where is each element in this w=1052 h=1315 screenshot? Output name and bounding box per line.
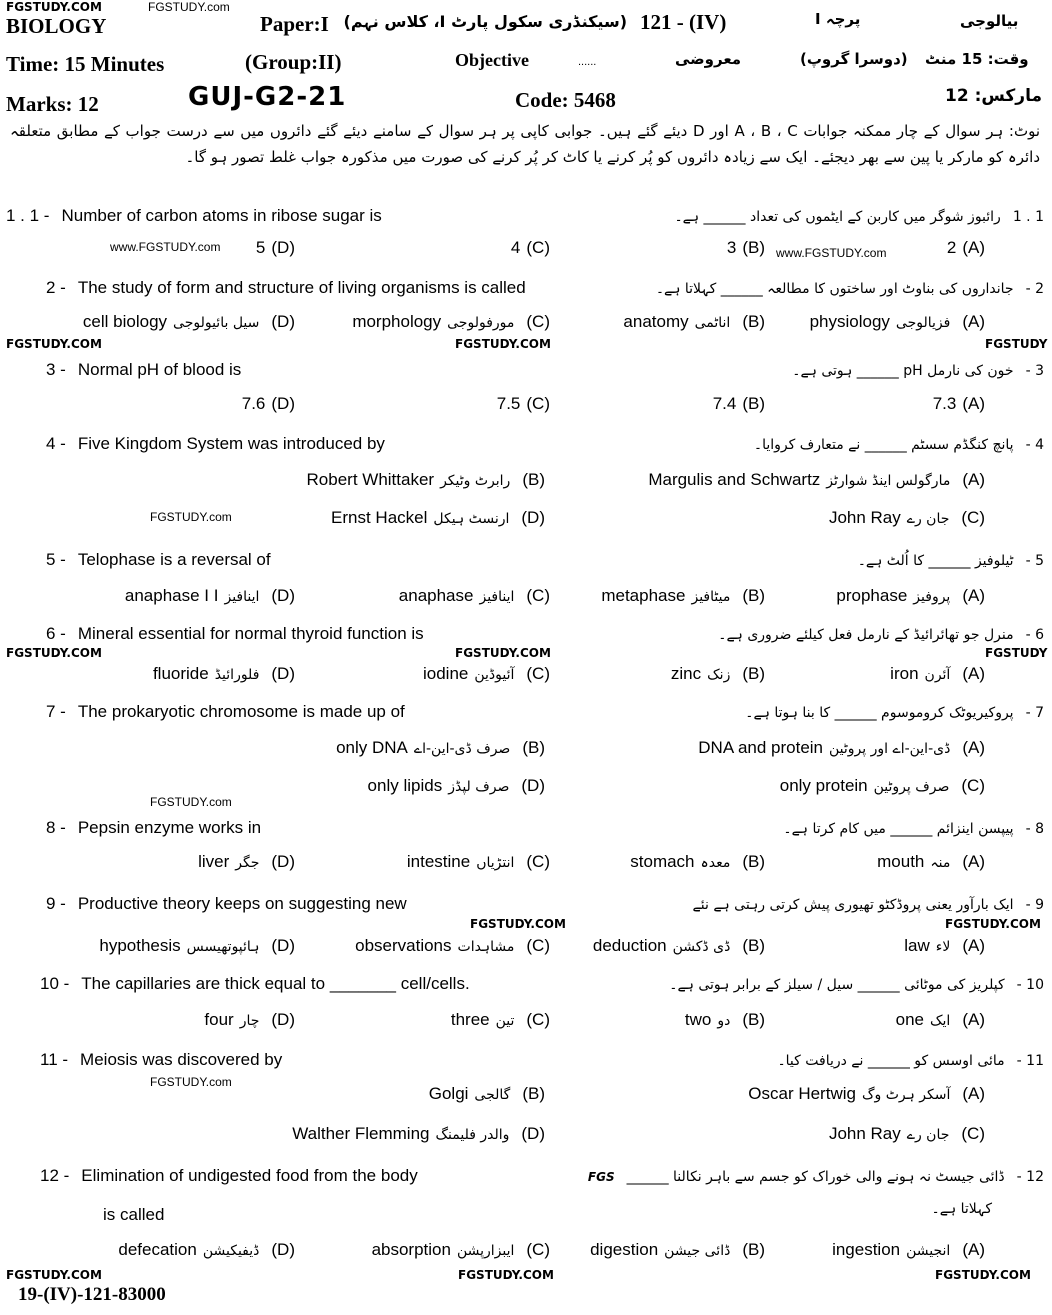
question-number-ur: - 7 — [1025, 705, 1044, 721]
question-number: 8 - — [46, 818, 66, 837]
question-number: 9 - — [46, 894, 66, 913]
option-c — [497, 394, 550, 414]
option-d — [204, 1010, 295, 1030]
option-letter: (A) — [962, 312, 985, 331]
option-text-en: only DNA — [336, 738, 408, 757]
question-text-ur: ڈائی جیسٹ نہ ہونے والی خوراک کو جسم سے باہر نکالنا ______ — [626, 1169, 1005, 1185]
question-text-ur: ٹیلوفیز ______ کا اُلٹ ہے۔ — [857, 553, 1014, 569]
option-letter: (A) — [962, 738, 985, 757]
question-number: 5 - — [46, 550, 66, 569]
time-ur: وقت: 15 منٹ — [925, 50, 1029, 68]
question-text-ur: پروکیریوٹک کروموسوم ______ کا بنا ہوتا ہے۔ — [745, 705, 1014, 721]
question-text-ur: جانداروں کی بناوٹ اور ساختوں کا مطالعہ ______ کہلاتا ہے۔ — [655, 281, 1014, 297]
question-line — [46, 360, 1044, 380]
option-c — [352, 312, 550, 332]
question-text-en: Number of carbon atoms in ribose sugar is — [61, 206, 382, 225]
watermark: FGSTUDY.com — [150, 1075, 232, 1089]
question-number: 4 - — [46, 434, 66, 453]
option-letter: (C) — [526, 852, 550, 871]
option-letter: (C) — [526, 238, 550, 257]
question-number-ur: - 8 — [1025, 821, 1044, 837]
option-letter: (C) — [526, 664, 550, 683]
question-number: 3 - — [46, 360, 66, 379]
watermark: FGSTUDY — [985, 337, 1048, 351]
option-letter: (C) — [526, 312, 550, 331]
option-d — [153, 664, 295, 684]
option-a — [810, 312, 985, 332]
option-letter: (A) — [962, 1010, 985, 1029]
option-text-en: liver — [198, 852, 230, 871]
question-text-en: Mineral essential for normal thyroid function is — [77, 624, 424, 643]
option-d — [99, 936, 295, 956]
question-number-ur: - 10 — [1016, 977, 1044, 993]
option-text-ur: چار — [239, 1013, 260, 1029]
option-text-ur: دو — [717, 1013, 731, 1029]
option-text-ur: رابرٹ وٹیکر — [440, 473, 511, 489]
option-letter: (C) — [961, 776, 985, 795]
option-c — [829, 1124, 985, 1144]
option-letter: (A) — [962, 1084, 985, 1103]
time-en: Time: 15 Minutes — [6, 52, 165, 76]
option-c — [451, 1010, 550, 1030]
question-number-ur: - 6 — [1025, 627, 1044, 643]
question-text-ur: پانچ کنگڈم سسٹم ______ نے متعارف کروایا۔ — [753, 437, 1014, 453]
option-letter: (A) — [962, 936, 985, 955]
watermark: FGSTUDY.COM — [6, 337, 102, 351]
option-c — [511, 238, 550, 258]
question-text-en-cont: is called — [103, 1205, 165, 1224]
option-letter: (C) — [961, 508, 985, 527]
question-number: 10 - — [40, 974, 70, 993]
question-number: 6 - — [46, 624, 66, 643]
option-text-en: digestion — [590, 1240, 659, 1259]
question-line — [46, 434, 1044, 454]
option-letter: (C) — [526, 936, 550, 955]
option-text-ur: مشاہدات — [457, 939, 515, 955]
question-line — [46, 894, 1044, 914]
option-letter: (D) — [521, 508, 545, 527]
option-letter: (B) — [522, 738, 545, 757]
option-letter: (C) — [961, 1124, 985, 1143]
option-text-ur: آئیوڈین — [474, 667, 515, 683]
option-text-ur: صرف لپڈز — [448, 779, 510, 795]
option-b — [307, 470, 545, 490]
option-text-en: Margulis and Schwartz — [648, 470, 821, 489]
option-c — [780, 776, 985, 796]
option-text-ur: ڈی-این-اے اور پروٹین — [829, 741, 951, 757]
question-number-ur: - 2 — [1025, 281, 1044, 297]
option-d — [118, 1240, 295, 1260]
option-letter: (C) — [526, 586, 550, 605]
option-text-en: Walther Flemming — [292, 1124, 430, 1143]
option-text-ur: زنک — [707, 667, 731, 683]
question-text-en: Productive theory keeps on suggesting new — [77, 894, 407, 913]
option-a — [947, 238, 985, 258]
option-text-en: two — [684, 1010, 712, 1029]
option-letter: (B) — [742, 1240, 765, 1259]
option-letter: (D) — [271, 1240, 295, 1259]
option-c — [407, 852, 550, 872]
option-c — [372, 1240, 550, 1260]
option-text-en: anaphase — [398, 586, 474, 605]
handwritten-code: GUJ-G2-21 — [188, 82, 347, 112]
option-text-en: John Ray — [828, 508, 901, 527]
question-number: 11 - — [40, 1050, 69, 1069]
watermark: FGSTUDY.COM — [6, 1268, 102, 1282]
option-text-en: one — [895, 1010, 924, 1029]
option-text-en: morphology — [352, 312, 442, 331]
option-d — [125, 586, 295, 606]
option-b — [429, 1084, 545, 1104]
question-number-ur: - 9 — [1025, 897, 1044, 913]
option-text-ur: آسکر ہرٹ وگ — [861, 1087, 951, 1103]
watermark: FGSTUDY.COM — [6, 0, 102, 14]
option-text-en: observations — [355, 936, 452, 955]
option-text-en: only lipids — [367, 776, 443, 795]
option-a — [648, 470, 985, 490]
option-a — [896, 1010, 985, 1030]
option-a — [933, 394, 985, 414]
option-text-ur: جگر — [235, 855, 260, 871]
option-text-ur: مارگولس اینڈ شوارٹز — [826, 473, 951, 489]
question-number: 12 - — [40, 1166, 70, 1185]
option-c — [423, 664, 550, 684]
option-text-en: 7.6 — [241, 394, 266, 413]
option-text-ur: انجیشن — [906, 1243, 951, 1259]
option-text-en: John Ray — [828, 1124, 901, 1143]
question-number-ur: - 12 — [1016, 1169, 1044, 1185]
marks-en: Marks: 12 — [6, 92, 99, 116]
question-text-en: Telophase is a reversal of — [77, 550, 271, 569]
option-text-ur: جان رے — [906, 511, 950, 527]
option-text-en: 3 — [726, 238, 737, 257]
option-b — [685, 1010, 765, 1030]
question-number-ur: - 11 — [1016, 1053, 1044, 1069]
question-line — [40, 1050, 1044, 1070]
option-text-ur: ڈیفیکیشن — [202, 1243, 260, 1259]
option-letter: (D) — [271, 1010, 295, 1029]
option-b — [336, 738, 545, 758]
option-text-en: anatomy — [623, 312, 689, 331]
option-letter: (D) — [521, 776, 545, 795]
option-b — [590, 1240, 765, 1260]
marks-ur: مارکس: 12 — [945, 86, 1043, 106]
option-a — [890, 664, 985, 684]
question-text-en: Meiosis was discovered by — [80, 1050, 283, 1069]
option-text-ur: ڈی ڈکشن — [672, 939, 731, 955]
option-letter: (A) — [962, 586, 985, 605]
watermark: FGSTUDY.COM — [458, 1268, 554, 1282]
option-d — [292, 1124, 545, 1144]
paper-ur: پرچہ I — [815, 10, 861, 28]
option-b — [630, 852, 765, 872]
option-text-en: iodine — [422, 664, 469, 683]
option-text-en: prophase — [836, 586, 908, 605]
option-letter: (C) — [526, 394, 550, 413]
option-text-ur: آئرن — [924, 667, 951, 683]
question-text-ur: خون کی نارمل pH ______ ہوتی ہے۔ — [792, 363, 1014, 379]
option-letter: (B) — [742, 312, 765, 331]
option-d — [83, 312, 295, 332]
option-text-en: 2 — [946, 238, 957, 257]
option-text-en: hypothesis — [99, 936, 181, 955]
option-letter: (B) — [522, 470, 545, 489]
question-line — [46, 702, 1044, 722]
option-a — [877, 852, 985, 872]
option-letter: (D) — [271, 312, 295, 331]
instructions-note: نوٹ: ہر سوال کے چار ممکنہ جوابات A ، B ، C اور D دیئے گئے ہیں۔ جوابی کاپی پر ہر سوال کے سامنے دیئے گئے دائروں میں سے درست جواب کے مطابق متعلقہ دائرہ کو مارکر یا پین سے بھر دیجئے۔ ایک سے زیادہ دائروں کو پُر کرنے یا کاٹ کر پُر کرنے کی صورت میں مذکورہ جواب غلط تصور ہو گا۔ — [10, 122, 1040, 166]
question-text-ur: کپلریز کی موٹائی ______ سیل / سیلز کے برابر ہوتی ہے۔ — [669, 977, 1005, 993]
option-text-en: defecation — [118, 1240, 197, 1259]
option-a — [832, 1240, 985, 1260]
option-text-en: Golgi — [428, 1084, 469, 1103]
option-text-en: absorption — [371, 1240, 451, 1259]
footer-code: 19-(IV)-121-83000 — [18, 1284, 166, 1305]
option-text-en: deduction — [592, 936, 667, 955]
paper-en: Paper:I — [260, 12, 329, 36]
objective-en: Objective — [455, 50, 529, 70]
option-text-ur: معدہ — [700, 855, 731, 871]
watermark: FGSTUDY.COM — [6, 646, 102, 660]
option-text-ur: میٹافیز — [691, 589, 731, 605]
option-text-ur: پروفیز — [913, 589, 951, 605]
option-text-en: cell biology — [82, 312, 168, 331]
question-text-ur: منرل جو تھائرائیڈ کے نارمل فعل کیلئے ضروری ہے۔ — [718, 627, 1014, 643]
watermark: www.FGSTUDY.com — [110, 240, 221, 254]
option-d — [331, 508, 545, 528]
watermark: FGSTUDY.com — [148, 0, 230, 14]
option-letter: (B) — [742, 1010, 765, 1029]
question-line — [46, 550, 1044, 570]
subject-en: BIOLOGY — [6, 14, 107, 38]
watermark: FGSTUDY.com — [150, 795, 232, 809]
option-letter: (B) — [742, 394, 765, 413]
watermark: FGSTUDY — [985, 646, 1048, 660]
watermark: FGSTUDY.COM — [935, 1268, 1031, 1282]
option-letter: (A) — [962, 238, 985, 257]
question-number-ur: - 5 — [1025, 553, 1044, 569]
option-letter: (D) — [521, 1124, 545, 1143]
option-b — [601, 586, 765, 606]
watermark: FGSTUDY.COM — [945, 917, 1041, 931]
question-line — [40, 974, 1044, 994]
option-text-ur: منہ — [930, 855, 951, 871]
option-b — [713, 394, 765, 414]
option-text-en: Ernst Hackel — [331, 508, 428, 527]
group-en: (Group:II) — [245, 50, 342, 74]
option-text-en: 4 — [510, 238, 521, 257]
option-text-ur: والدر فلیمنگ — [435, 1127, 510, 1143]
option-text-en: mouth — [877, 852, 925, 871]
option-text-ur: اینافیز — [224, 589, 260, 605]
option-letter: (A) — [962, 852, 985, 871]
option-letter: (B) — [742, 936, 765, 955]
option-text-en: only protein — [779, 776, 868, 795]
option-text-en: stomach — [630, 852, 695, 871]
option-letter: (D) — [271, 586, 295, 605]
question-text-en: The capillaries are thick equal to _______ cell/cells. — [81, 974, 470, 993]
option-text-en: iron — [890, 664, 919, 683]
question-text-en: Elimination of undigested food from the body — [81, 1166, 418, 1185]
option-text-ur: تین — [495, 1013, 515, 1029]
question-line — [46, 624, 1044, 644]
option-text-ur: لاء — [935, 939, 951, 955]
option-text-en: Oscar Hertwig — [748, 1084, 856, 1103]
question-text-ur: ایک بارآور یعنی پروڈکٹو تھیوری پیش کرتی رہتی ہے نئے — [692, 897, 1014, 913]
option-a — [904, 936, 985, 956]
option-c — [355, 936, 550, 956]
option-d — [256, 238, 295, 258]
option-letter: (C) — [526, 1240, 550, 1259]
option-d — [368, 776, 545, 796]
question-number: 7 - — [46, 702, 66, 721]
question-number-ur: - 4 — [1025, 437, 1044, 453]
option-text-ur: اینافیز — [479, 589, 515, 605]
option-letter: (A) — [962, 470, 985, 489]
option-d — [198, 852, 295, 872]
watermark: www.FGSTUDY.com — [776, 246, 887, 260]
option-text-en: fluoride — [152, 664, 209, 683]
option-b — [671, 664, 765, 684]
title-ur: (سیکنڈری سکول پارٹ I، کلاس نہم) — [343, 12, 627, 31]
question-number: 2 - — [46, 278, 66, 297]
question-text-en: The study of form and structure of living organisms is called — [77, 278, 526, 297]
question-text-en: The prokaryotic chromosome is made up of — [77, 702, 405, 721]
option-text-ur: سیل بائیولوجی — [173, 315, 260, 331]
option-text-en: metaphase — [601, 586, 686, 605]
dots: ...... — [578, 56, 597, 68]
option-a — [748, 1084, 985, 1104]
option-b — [593, 936, 765, 956]
option-text-ur: فلورائیڈ — [214, 667, 260, 683]
option-text-en: intestine — [406, 852, 471, 871]
option-b — [623, 312, 765, 332]
option-text-ur: گالجی — [474, 1087, 511, 1103]
option-text-ur: اناٹمی — [694, 315, 731, 331]
option-letter: (B) — [742, 238, 765, 257]
question-line — [46, 278, 1044, 298]
option-text-en: anaphase I I — [124, 586, 219, 605]
option-d — [242, 394, 295, 414]
option-c — [399, 586, 550, 606]
question-line — [46, 818, 1044, 838]
watermark: FGSTUDY.COM — [455, 337, 551, 351]
option-letter: (D) — [271, 394, 295, 413]
paper-code: Code: 5468 — [515, 88, 616, 112]
option-text-ur: جان رے — [906, 1127, 950, 1143]
option-letter: (C) — [526, 1010, 550, 1029]
question-text-ur-cont: کہلاتا ہے۔ — [931, 1201, 992, 1217]
option-a — [698, 738, 985, 758]
option-text-ur: فزیالوجی — [895, 315, 951, 331]
question-number-ur: - 3 — [1025, 363, 1044, 379]
option-letter: (B) — [742, 852, 765, 871]
option-text-en: 7.4 — [712, 394, 737, 413]
question-line — [40, 1166, 1044, 1186]
question-line — [6, 206, 1044, 226]
option-a — [836, 586, 985, 606]
group-ur: (دوسرا گروپ) — [800, 50, 908, 68]
option-b — [727, 238, 765, 258]
option-letter: (D) — [271, 664, 295, 683]
option-letter: (A) — [962, 1240, 985, 1259]
option-text-ur: ایبزارپشن — [456, 1243, 515, 1259]
option-text-ur: صرف ڈی-این-اے — [413, 741, 511, 757]
question-text-en: Normal pH of blood is — [77, 360, 242, 379]
option-letter: (D) — [271, 936, 295, 955]
option-text-en: 7.5 — [496, 394, 521, 413]
option-text-ur: ہائپوتھیسس — [186, 939, 260, 955]
option-letter: (B) — [522, 1084, 545, 1103]
question-text-ur: مائی اوسس کو ______ نے دریافت کیا۔ — [777, 1053, 1005, 1069]
option-text-en: 5 — [255, 238, 266, 257]
option-text-ur: انتڑیاں — [476, 855, 515, 871]
question-text-en: Five Kingdom System was introduced by — [77, 434, 385, 453]
question-text-ur: پیپسن اینزائم ______ میں کام کرتا ہے۔ — [783, 821, 1014, 837]
option-text-en: ingestion — [832, 1240, 901, 1259]
option-letter: (D) — [271, 852, 295, 871]
code-num: 121 - (IV) — [640, 10, 727, 34]
option-text-ur: ایک — [930, 1013, 951, 1029]
objective-ur: معروضی — [675, 50, 742, 68]
watermark: FGSTUDY.COM — [470, 917, 566, 931]
option-text-ur: مورفولوجی — [447, 315, 515, 331]
option-text-en: 7.3 — [932, 394, 957, 413]
watermark: FGSTUDY.COM — [455, 646, 551, 660]
option-text-en: four — [204, 1010, 234, 1029]
option-text-en: physiology — [809, 312, 890, 331]
option-text-en: zinc — [670, 664, 702, 683]
option-letter: (A) — [962, 664, 985, 683]
question-text-ur: رائبوز شوگر میں کاربن کے ایٹموں کی تعداد ______ ہے۔ — [674, 209, 1001, 225]
option-text-en: DNA and protein — [698, 738, 824, 757]
option-text-en: three — [450, 1010, 490, 1029]
watermark: FGSTUDY.com — [150, 510, 232, 524]
option-text-ur: صرف پروٹین — [873, 779, 950, 795]
question-number-ur: 1 . 1 — [1012, 209, 1044, 225]
option-letter: (B) — [742, 664, 765, 683]
option-letter: (D) — [271, 238, 295, 257]
option-text-en: Robert Whittaker — [306, 470, 435, 489]
option-text-ur: ڈائی جیشن — [664, 1243, 731, 1259]
option-text-en: law — [904, 936, 930, 955]
option-letter: (B) — [742, 586, 765, 605]
subject-ur: بیالوجی — [960, 12, 1019, 30]
question-text-en: Pepsin enzyme works in — [77, 818, 262, 837]
watermark: FGS — [587, 1170, 615, 1184]
option-letter: (A) — [962, 394, 985, 413]
question-number: 1 . 1 - — [6, 206, 50, 225]
option-c — [829, 508, 985, 528]
option-text-ur: ارنسٹ ہیکل — [433, 511, 510, 527]
